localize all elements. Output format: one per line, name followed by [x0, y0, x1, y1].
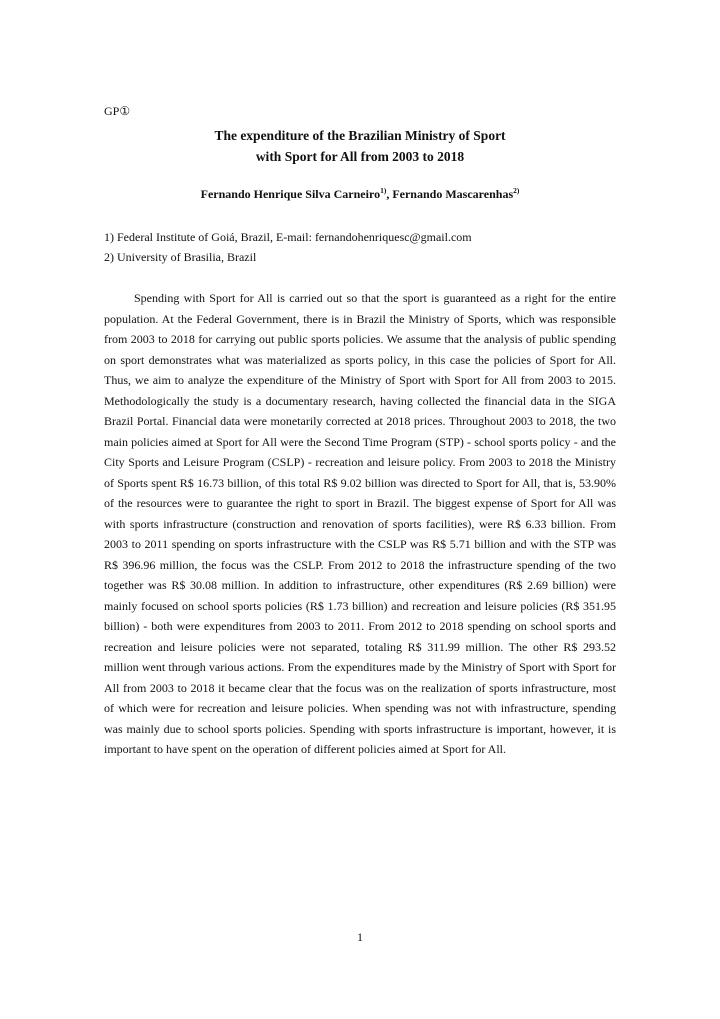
author-separator: , — [386, 187, 393, 201]
author-name: Fernando Henrique Silva Carneiro — [200, 187, 381, 201]
affiliation-item: 1) Federal Institute of Goiá, Brazil, E-mail: fernandohenriquesc@gmail.com — [104, 230, 472, 244]
abstract-paragraph: Spending with Sport for All is carried out so that the sport is guaranteed as a right for the entire population. At the Federal Government, there is in Brazil the Ministry of Sports, which was responsible from 2003 to 2018 for carrying out public sports policies. We assume that the analysis of public spending on sport demonstrates what was materialized as sports policy, in this case the policies of Sport for All. Thus, we aim to analyze the expenditure of the Ministry of Sport with Sport for All from 2003 to 2015. Methodologically the study is a documentary research, having collected the financial data in the SIGA Brazil Portal. Financial data were monetarily corrected at 2018 prices. Throughout 2003 to 2018, the two main policies aimed at Sport for All were the Second Time Program (STP) - school sports policy - and the City Sports and Leisure Program (CSLP) - recreation and leisure policy. From 2003 to 2018 the Ministry of Sports spent R$ 16.73 billion, of this total R$ 9.02 billion was directed to Sport for All, that is, 53.90% of the resources were to guarantee the right to sport in Brazil. The biggest expense of Sport for All was with sports infrastructure (construction and renovation of sports facilities), were R$ 6.33 billion. From 2003 to 2011 spending on sports infrastructure with the CSLP was R$ 5.71 billion and with the STP was R$ 396.96 million, the focus was the CSLP. From 2012 to 2018 the infrastructure spending of the two together was R$ 30.08 million. In addition to infrastructure, other expenditures (R$ 2.69 billion) were mainly focused on school sports policies (R$ 1.73 billion) and recreation and leisure policies (R$ 351.95 billion) - both were expenditures from 2003 to 2011. From 2012 to 2018 spending on school sports and recreation and leisure policies were not separated, totaling R$ 311.99 million. The other R$ 293.52 million went through various actions. From the expenditures made by the Ministry of Sport with Sport for All from 2003 to 2018 it became clear that the focus was on the realization of sports infrastructure, most of which were for recreation and leisure policies. When spending was not with infrastructure, spending was mainly due to school sports policies. Spending with sports infrastructure is important, however, it is important to have spent on the operation of different policies aimed at Sport for All. — [104, 291, 616, 756]
author-name: Fernando Mascarenhas — [392, 187, 514, 201]
author-list — [104, 186, 616, 202]
paper-title-line-2: with Sport for All from 2003 to 2018 — [255, 149, 465, 164]
page-number: 1 — [357, 930, 363, 944]
paper-title — [104, 125, 616, 167]
affiliation-item: 2) University of Brasilia, Brazil — [104, 249, 257, 264]
session-tag: GP① — [104, 104, 131, 118]
author-affiliation-mark: 2) — [513, 186, 520, 195]
affiliation-list — [104, 228, 616, 267]
paper-title-line-1: The expenditure of the Brazilian Ministry of Sport — [214, 128, 506, 143]
author-affiliation-mark: 1) — [380, 186, 387, 195]
